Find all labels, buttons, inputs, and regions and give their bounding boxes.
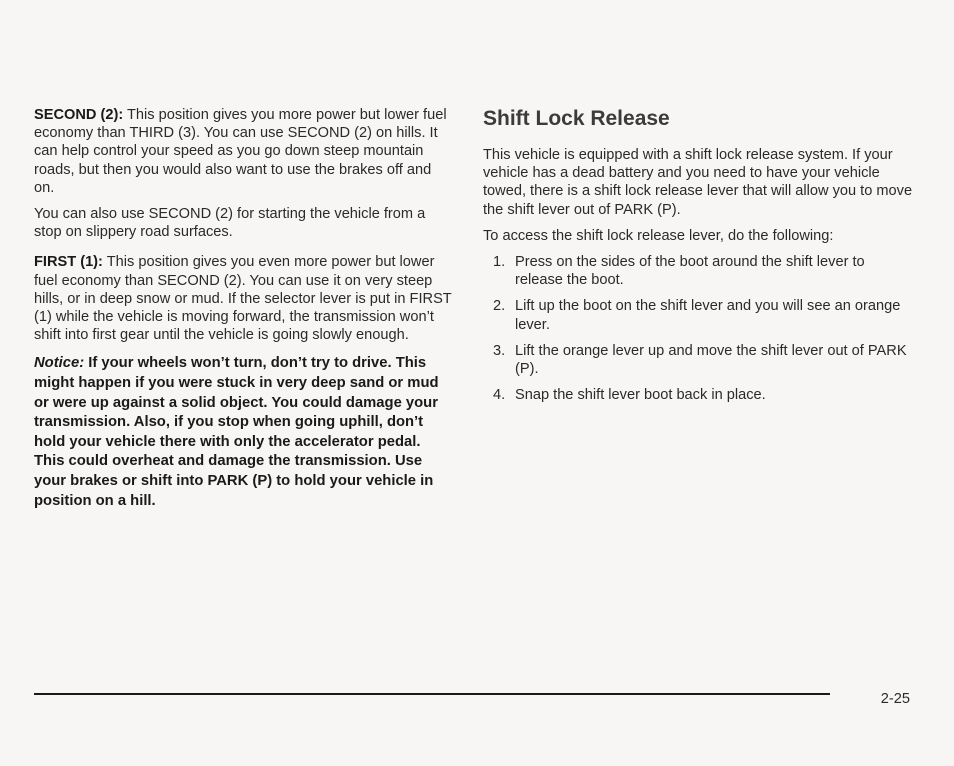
first-paragraph (34, 253, 454, 344)
step-text: Snap the shift lever boot back in place. (515, 387, 766, 404)
notice-paragraph (34, 354, 454, 511)
first-text: This position gives you even more power but lower fuel economy than SECOND (2). You can use it on very steep hills, or in deep snow or mud. If the selector lever is put in FIRST (1) while the vehicle is moving forward, the transmission won’t shift into first gear until the vehicle is going slowly enough. (34, 254, 452, 344)
second-extra-paragraph: You can also use SECOND (2) for starting the vehicle from a stop on slippery road surfaces. (34, 206, 426, 241)
list-item (483, 386, 913, 404)
intro-paragraph: This vehicle is equipped with a shift lock release system. If your vehicle has a dead battery and you need to have your vehicle towed, there is a shift lock release lever that will allow you to move the shift lever out of PARK (P). (483, 147, 913, 218)
page-number: 2-25 (880, 691, 910, 707)
first-label: FIRST (1): (34, 254, 103, 271)
step-text: Press on the sides of the boot around the shift lever to release the boot. (515, 254, 865, 289)
list-item (483, 253, 913, 289)
footer-rule (34, 693, 830, 695)
notice-text: If your wheels won’t turn, don’t try to drive. This might happen if you were stuck in very deep sand or mud or were up against a solid object. You could damage your transmission. Also, if you stop when going uphill, don’t hold your vehicle there with only the accelerator pedal. This could overheat and damage the transmission. Use your brakes or shift into PARK (P) to hold your vehicle in position on a hill. (34, 355, 439, 509)
second-paragraph (34, 106, 454, 197)
access-paragraph: To access the shift lock release lever, do the following: (483, 227, 834, 244)
step-number: 4. (493, 387, 506, 404)
steps-list (483, 253, 913, 404)
step-number: 3. (493, 342, 506, 359)
second-text: This position gives you more power but lower fuel economy than THIRD (3). You can use SECOND (2) on hills. It can help control your speed as you go down steep mountain roads, but then you would also want to use the brakes off and on. (34, 107, 447, 196)
notice-label: Notice: (34, 355, 85, 372)
step-number: 2. (493, 298, 506, 315)
list-item (483, 297, 913, 333)
left-column (34, 106, 454, 519)
second-label: SECOND (2): (34, 107, 124, 123)
step-text: Lift the orange lever up and move the shift lever out of PARK (P). (515, 342, 907, 378)
step-number: 1. (493, 254, 506, 271)
section-heading: Shift Lock Release (483, 107, 670, 130)
step-text: Lift up the boot on the shift lever and you will see an orange lever. (515, 298, 901, 333)
list-item (483, 342, 913, 378)
right-column (483, 106, 913, 412)
